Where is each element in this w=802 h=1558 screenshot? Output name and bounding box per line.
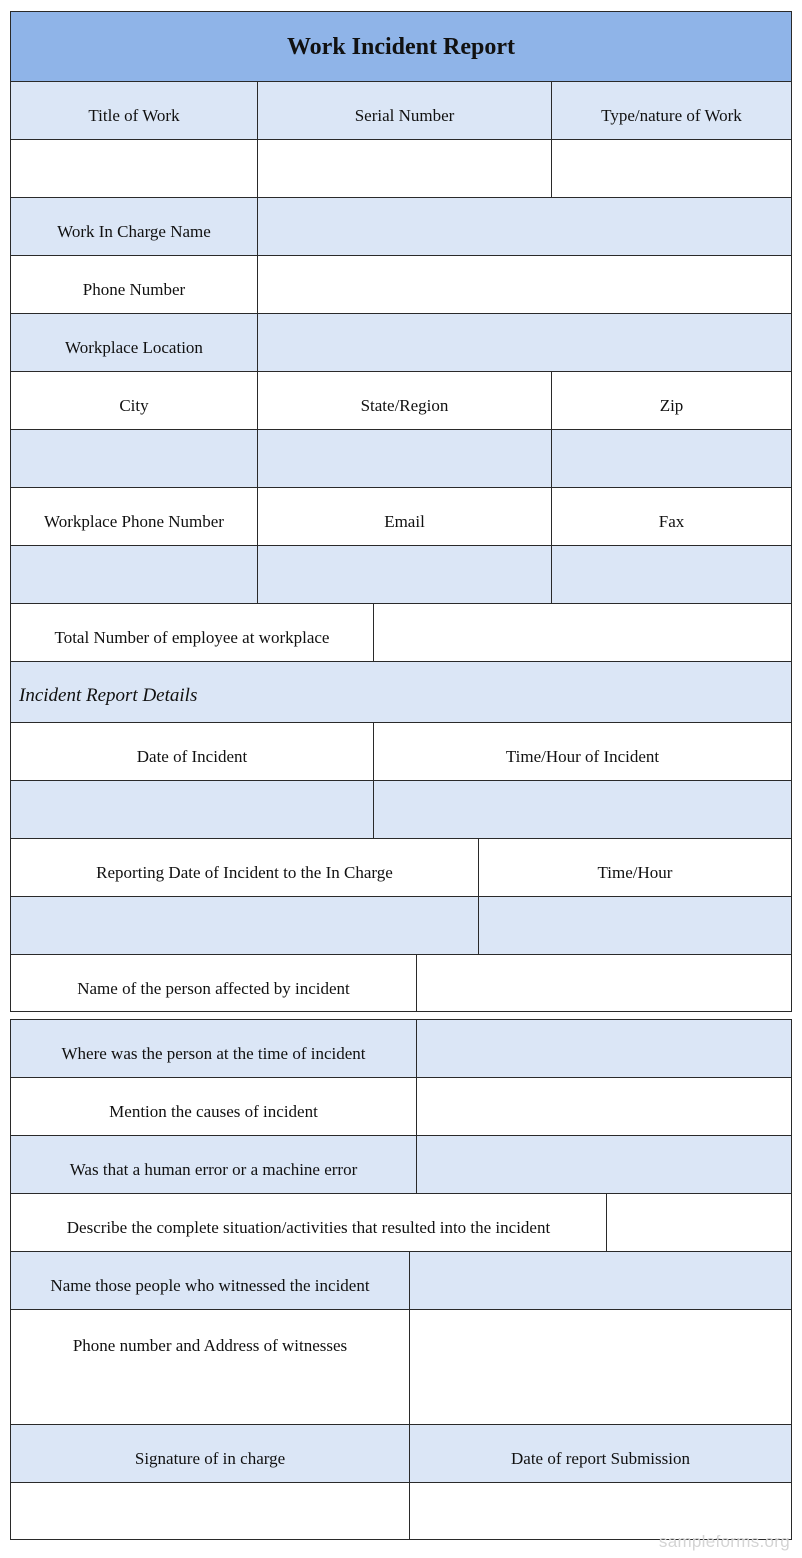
time-hour-of-incident-label: Time/Hour of Incident — [373, 723, 791, 780]
person-affected-field[interactable] — [416, 955, 791, 1011]
witnesses-field[interactable] — [409, 1252, 791, 1309]
work-info-input-row — [11, 139, 791, 197]
zip-label: Zip — [551, 372, 791, 429]
work-in-charge-row — [11, 197, 791, 255]
form-block-questions — [10, 1019, 792, 1540]
title-row — [11, 12, 791, 81]
work-in-charge-name-label: Work In Charge Name — [57, 222, 211, 242]
incident-details-section-row — [11, 661, 791, 722]
serial-number-field[interactable] — [257, 140, 551, 197]
person-affected-row — [11, 954, 791, 1011]
email-field[interactable] — [257, 546, 551, 603]
reporting-date-field[interactable] — [11, 897, 478, 954]
city-field[interactable] — [11, 430, 257, 487]
workplace-phone-number-field[interactable] — [11, 546, 257, 603]
causes-label: Mention the causes of incident — [109, 1102, 318, 1122]
work-incident-report-form — [10, 11, 792, 1540]
incident-date-input-row — [11, 780, 791, 838]
workplace-contact-input-row — [11, 545, 791, 603]
causes-field[interactable] — [416, 1078, 791, 1135]
email-label: Email — [257, 488, 551, 545]
date-of-incident-label: Date of Incident — [136, 747, 248, 767]
workplace-location-label: Workplace Location — [65, 338, 203, 358]
phone-number-row — [11, 255, 791, 313]
fax-label: Fax — [551, 488, 791, 545]
form-title: Work Incident Report — [287, 34, 515, 61]
workplace-phone-number-label: Workplace Phone Number — [44, 512, 224, 532]
describe-situation-field[interactable] — [606, 1194, 791, 1251]
form-block-main — [10, 11, 792, 1012]
work-in-charge-name-field[interactable] — [257, 198, 791, 255]
title-of-work-label: Title of Work — [88, 106, 180, 126]
signoff-header-row — [11, 1424, 791, 1482]
date-submission-field[interactable] — [409, 1483, 791, 1539]
address-header-row — [11, 371, 791, 429]
where-was-person-row — [11, 1020, 791, 1077]
total-employees-label: Total Number of employee at workplace — [54, 628, 330, 648]
type-nature-of-work-field[interactable] — [551, 140, 791, 197]
fax-field[interactable] — [551, 546, 791, 603]
watermark-text: sampleforms.org — [658, 1532, 790, 1551]
state-region-label: State/Region — [257, 372, 551, 429]
describe-situation-row — [11, 1193, 791, 1251]
witnesses-label: Name those people who witnessed the incident — [50, 1276, 370, 1296]
signature-label: Signature of in charge — [134, 1449, 286, 1469]
title-of-work-field[interactable] — [11, 140, 257, 197]
reporting-time-hour-field[interactable] — [478, 897, 791, 954]
phone-number-field[interactable] — [257, 256, 791, 313]
error-type-field[interactable] — [416, 1136, 791, 1193]
reporting-date-input-row — [11, 896, 791, 954]
where-was-person-label: Where was the person at the time of incident — [61, 1044, 366, 1064]
workplace-contact-header-row — [11, 487, 791, 545]
reporting-time-hour-label: Time/Hour — [478, 839, 791, 896]
total-employees-row — [11, 603, 791, 661]
incident-details-section-title: Incident Report Details — [19, 684, 198, 706]
causes-row — [11, 1077, 791, 1135]
incident-date-header-row — [11, 722, 791, 780]
witness-contact-row — [11, 1309, 791, 1424]
state-region-field[interactable] — [257, 430, 551, 487]
work-info-header-row — [11, 81, 791, 139]
where-was-person-field[interactable] — [416, 1020, 791, 1077]
type-nature-of-work-label: Type/nature of Work — [551, 82, 791, 139]
date-submission-label: Date of report Submission — [409, 1425, 791, 1482]
phone-number-label: Phone Number — [82, 280, 186, 300]
serial-number-label: Serial Number — [257, 82, 551, 139]
error-type-row — [11, 1135, 791, 1193]
time-hour-of-incident-field[interactable] — [373, 781, 791, 838]
witnesses-row — [11, 1251, 791, 1309]
total-employees-field[interactable] — [373, 604, 791, 661]
person-affected-label: Name of the person affected by incident — [77, 978, 350, 998]
city-label: City — [119, 396, 149, 416]
witness-contact-field[interactable] — [409, 1310, 791, 1424]
reporting-date-header-row — [11, 838, 791, 896]
date-of-incident-field[interactable] — [11, 781, 373, 838]
address-input-row — [11, 429, 791, 487]
error-type-label: Was that a human error or a machine error — [69, 1160, 358, 1180]
reporting-date-label: Reporting Date of Incident to the In Charge — [96, 863, 393, 883]
signoff-input-row — [11, 1482, 791, 1539]
describe-situation-label: Describe the complete situation/activities that resulted into the incident — [66, 1218, 551, 1238]
workplace-location-row — [11, 313, 791, 371]
signature-field[interactable] — [11, 1483, 409, 1539]
zip-field[interactable] — [551, 430, 791, 487]
witness-contact-label: Phone number and Address of witnesses — [72, 1336, 348, 1355]
workplace-location-field[interactable] — [257, 314, 791, 371]
